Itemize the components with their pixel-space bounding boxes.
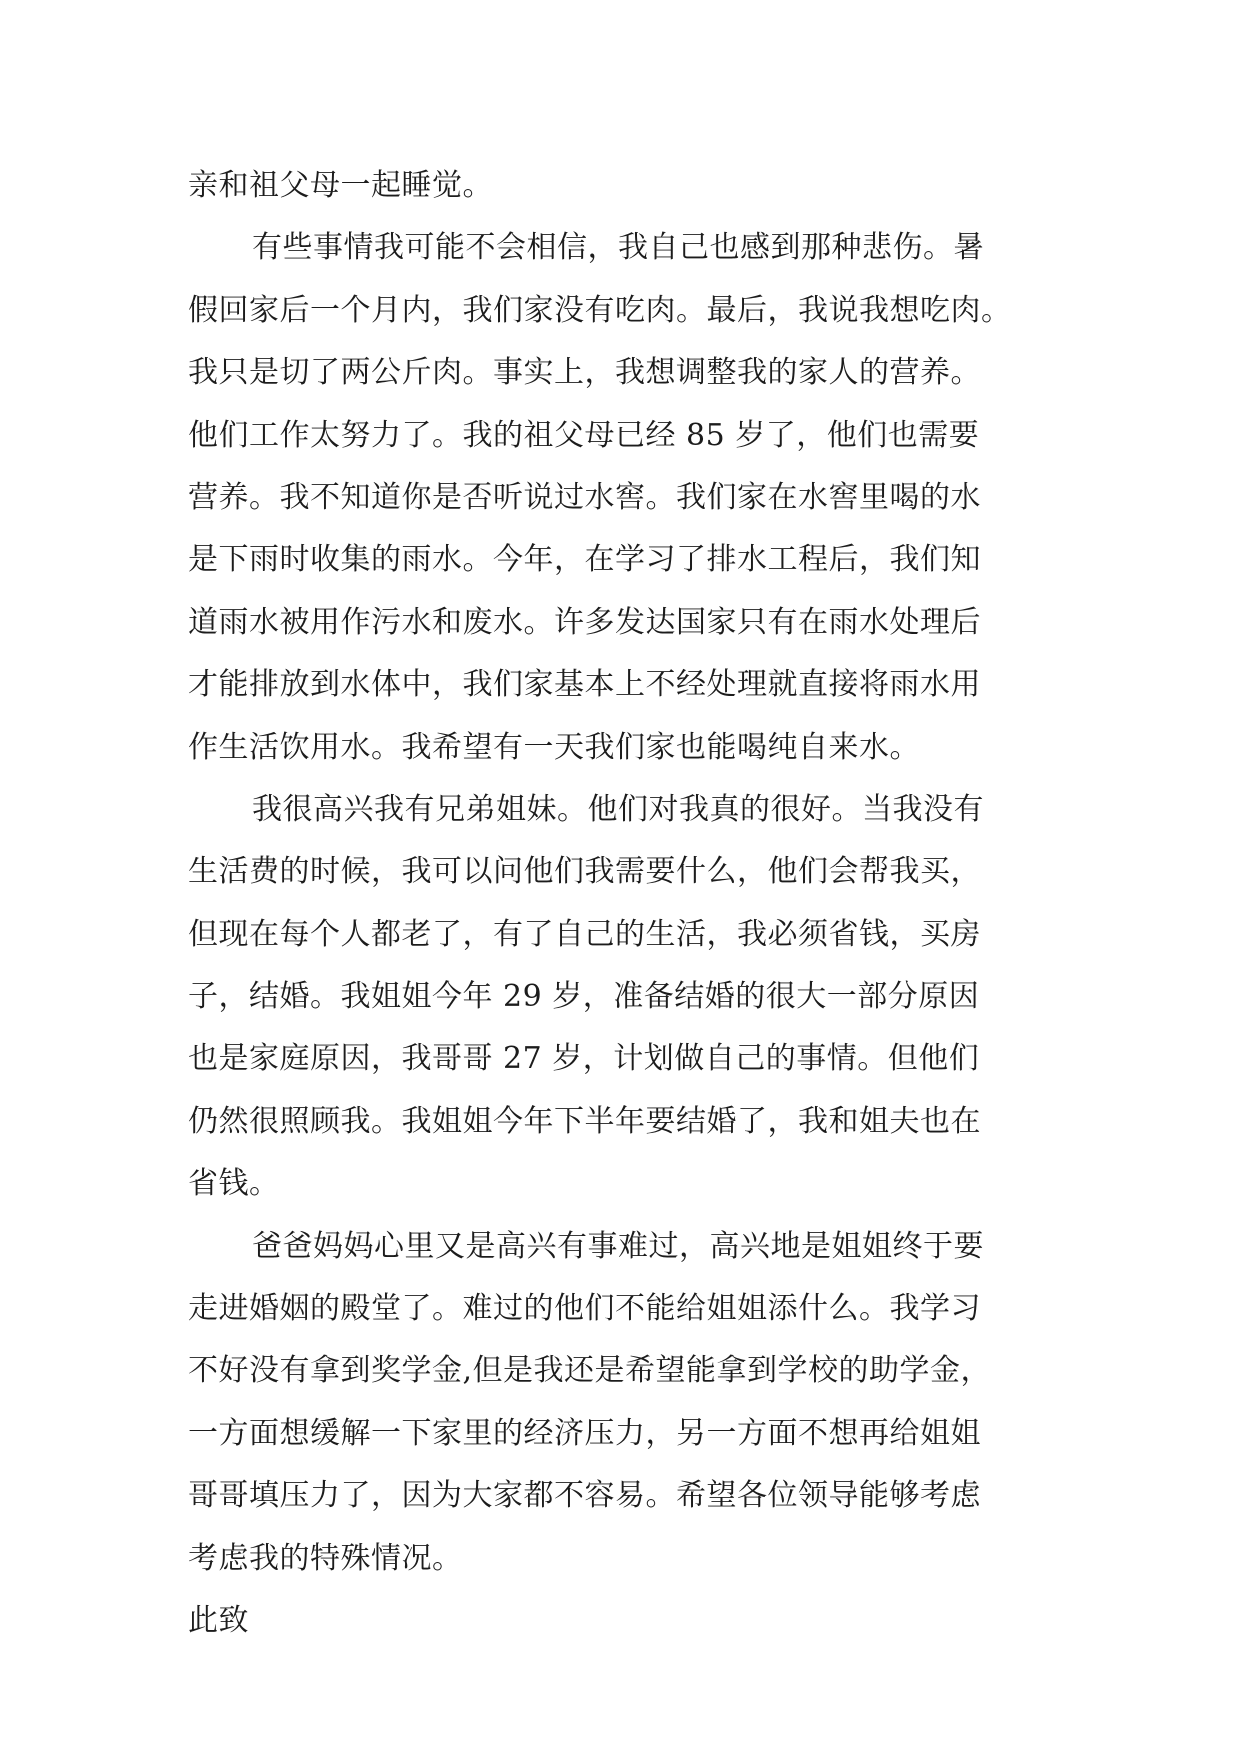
text-line: 不好没有拿到奖学金,但是我还是希望能拿到学校的助学金， [188,1353,992,1389]
text-line: 走进婚姻的殿堂了。难过的他们不能给姐姐添什么。我学习 [188,1291,981,1327]
text-line: 有些事情我可能不会相信，我自己也感到那种悲伤。暑 [252,230,984,266]
text-line: 子，结婚。我姐姐今年 29 岁，准备结婚的很大一部分原因 [188,979,980,1015]
text-line: 我很高兴我有兄弟姐妹。他们对我真的很好。当我没有 [252,791,984,827]
text-line: 营养。我不知道你是否听说过水窖。我们家在水窖里喝的水 [188,479,981,515]
text-line: 道雨水被用作污水和废水。许多发达国家只有在雨水处理后 [188,604,981,640]
text-line: 生活费的时候，我可以问他们我需要什么，他们会帮我买， [188,854,981,890]
text-line: 也是家庭原因，我哥哥 27 岁，计划做自己的事情。但他们 [188,1041,980,1077]
text-line: 此致 [188,1602,249,1638]
letter-body [188,155,1068,1652]
text-line: 哥哥填压力了，因为大家都不容易。希望各位领导能够考虑 [188,1478,981,1514]
text-line: 作生活饮用水。我希望有一天我们家也能喝纯自来水。 [188,729,920,765]
text-line: 省钱。 [188,1166,280,1202]
text-line: 仍然很照顾我。我姐姐今年下半年要结婚了，我和姐夫也在 [188,1103,981,1139]
text-line: 是下雨时收集的雨水。今年，在学习了排水工程后，我们知 [188,542,981,578]
text-line: 一方面想缓解一下家里的经济压力，另一方面不想再给姐姐 [188,1415,981,1451]
text-line: 爸爸妈妈心里又是高兴有事难过，高兴地是姐姐终于要 [252,1228,984,1264]
text-line: 考虑我的特殊情况。 [188,1540,463,1576]
text-line: 但现在每个人都老了，有了自己的生活，我必须省钱，买房 [188,916,981,952]
text-line: 假回家后一个月内，我们家没有吃肉。最后，我说我想吃肉。 [188,292,1012,328]
text-line: 我只是切了两公斤肉。事实上，我想调整我的家人的营养。 [188,355,981,391]
text-line: 才能排放到水体中，我们家基本上不经处理就直接将雨水用 [188,667,981,703]
text-line: 他们工作太努力了。我的祖父母已经 85 岁了，他们也需要 [188,417,980,453]
text-line: 亲和祖父母一起睡觉。 [188,168,493,203]
